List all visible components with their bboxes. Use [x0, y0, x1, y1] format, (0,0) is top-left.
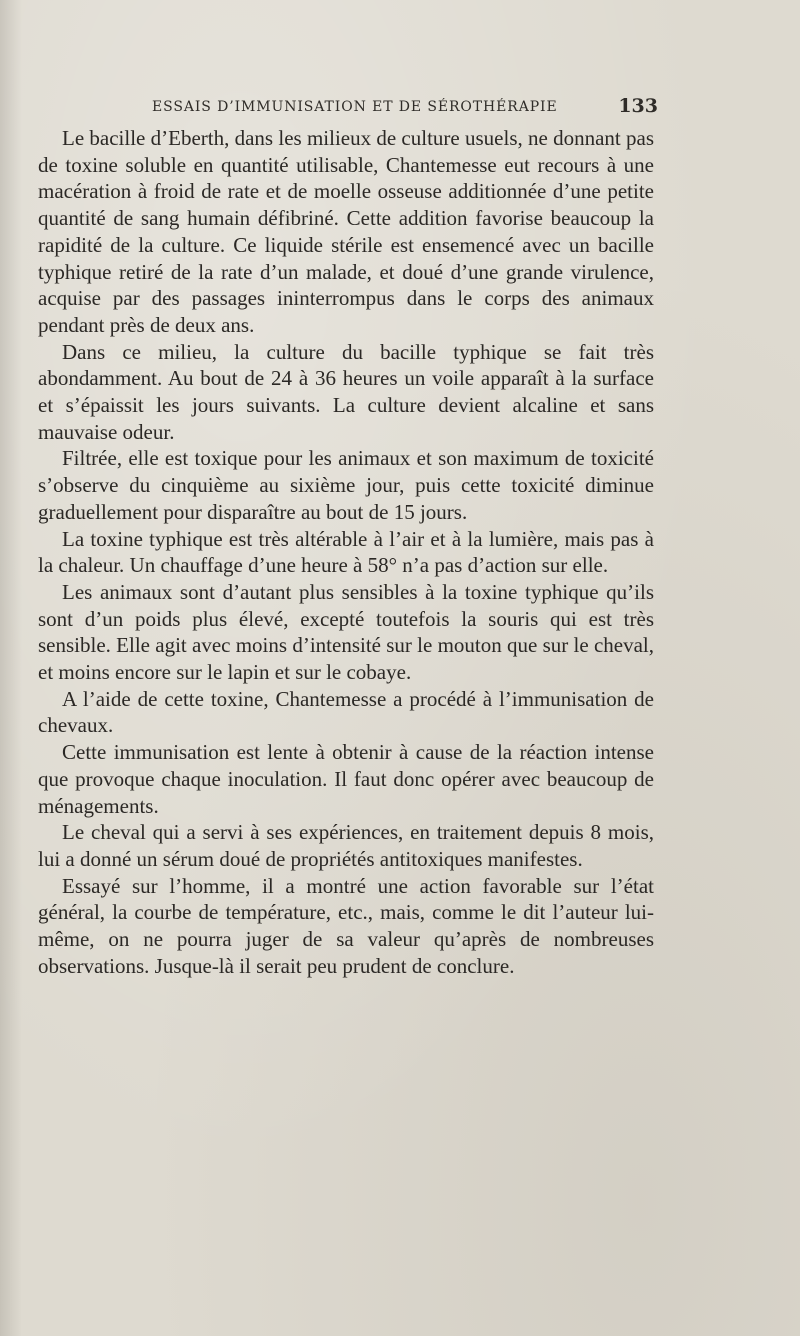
paragraph-toxicity: Filtrée, elle est toxique pour les animaux et son maximum de toxicité s’observe du cinquième au sixième jour, puis cette toxicité diminue graduellement pour disparaître au bout de 15 jours. [38, 446, 654, 524]
paragraph-horse-immunisation: A l’aide de cette toxine, Chantemesse a procédé à l’immunisation de chevaux. [38, 686, 654, 738]
paragraph-animal-sensitivity: Les animaux sont d’autant plus sensibles à la toxine typhique qu’ils sont d’un poids plus élevé, excepté toutefois la souris qui est très sensible. Elle agit avec moins d’intensité sur le mouton que sur le cheval, et moins encore sur le lapin et sur le cobaye. [38, 579, 654, 685]
paragraph-human-trial: Essayé sur l’homme, il a montré une action favorable sur l’état général, la courbe de température, etc., mais, comme le dit l’auteur lui-même, on ne pourra juger de sa valeur qu’après de nombreuses observations. Jusque-là il serait peu prudent de conclure. [38, 873, 654, 978]
paragraph-antitoxic-serum: Le cheval qui a servi à ses expériences, en traitement depuis 8 mois, lui a donné un sérum doué de propriétés antitoxiques manifestes. [38, 820, 654, 871]
paragraph-culture-method: Le bacille d’Eberth, dans les milieux de culture usuels, ne donnant pas de toxine soluble en quantité utilisable, Chantemesse eut recours à une macération à froid de rate et de moelle osseuse additionnée d’une petite quantité de sang humain défibriné. Cette addition favorise beaucoup la rapidité de la culture. Ce liquide stérile est ensemencé avec un bacille typhique retiré de la rate d’un malade, et doué d’une grande virulence, acquise par des passages ininterrompus dans le corps des animaux pendant près de deux ans. [38, 126, 654, 337]
page-gutter-shadow [0, 0, 22, 1336]
paragraph-culture-growth: Dans ce milieu, la culture du bacille typhique se fait très abondamment. Au bout de 24 à 36 heures un voile apparaît à la surface et s’épaissit les jours suivants. La culture devient alcaline et sans mauvaise odeur. [38, 339, 654, 444]
page-number: 133 [618, 95, 658, 117]
paragraph-immunisation-reaction: Cette immunisation est lente à obtenir à cause de la réaction intense que provoque chaque inoculation. Il faut donc opérer avec beaucoup de ménagements. [38, 740, 654, 818]
running-title: ESSAIS D’IMMUNISATION ET DE SÉROTHÉRAPIE [152, 99, 558, 115]
paragraph-toxin-stability: La toxine typhique est très altérable à l’air et à la lumière, mais pas à la chaleur. Un chauffage d’une heure à 58° n’a pas d’action sur elle. [38, 526, 654, 578]
page-header [40, 95, 658, 121]
body-text [38, 125, 654, 980]
